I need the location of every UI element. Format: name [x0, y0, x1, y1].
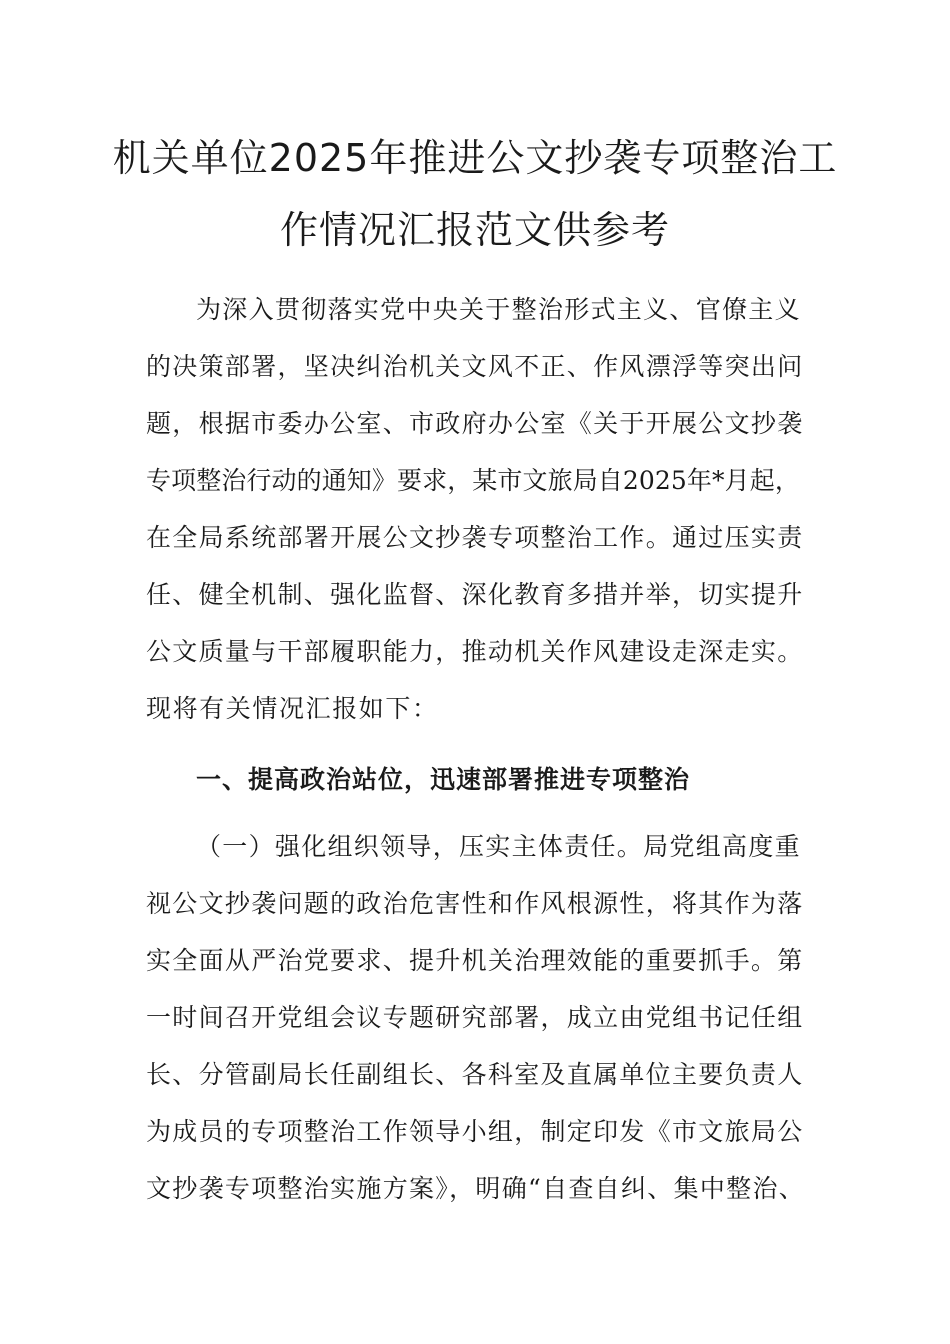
- intro-paragraph-line: 任、健全机制、强化监督、深化教育多措并举，切实提升: [146, 580, 804, 609]
- intro-paragraph-line: 在全局系统部署开展公文抄袭专项整治工作。通过压实责: [146, 523, 804, 552]
- subsection-paragraph-line: 为成员的专项整治工作领导小组，制定印发《市文旅局公: [146, 1117, 804, 1146]
- document-title-line-2: 作情况汇报范文供参考: [279, 208, 670, 252]
- document-title-line-1: 机关单位2025年推进公文抄袭专项整治工: [112, 136, 838, 180]
- intro-paragraph-line: 公文质量与干部履职能力，推动机关作风建设走深走实。: [146, 637, 804, 666]
- subsection-paragraph-line: 一时间召开党组会议专题研究部署，成立由党组书记任组: [146, 1003, 804, 1032]
- intro-paragraph-line: 的决策部署，坚决纠治机关文风不正、作风漂浮等突出问: [146, 352, 804, 381]
- subsection-paragraph-line: 实全面从严治党要求、提升机关治理效能的重要抓手。第: [146, 946, 804, 975]
- subsection-paragraph-line: 长、分管副局长任副组长、各科室及直属单位主要负责人: [146, 1060, 804, 1089]
- intro-paragraph-line: 专项整治行动的通知》要求，某市文旅局自2025年*月起，: [146, 466, 800, 495]
- subsection-paragraph-line: 文抄袭专项整治实施方案》，明确“自查自纠、集中整治、: [146, 1174, 806, 1203]
- subsection-paragraph-line: 视公文抄袭问题的政治危害性和作风根源性，将其作为落: [146, 889, 804, 918]
- intro-paragraph-line: 现将有关情况汇报如下：: [146, 694, 439, 723]
- subsection-paragraph-line: （一）强化组织领导，压实主体责任。局党组高度重: [196, 832, 801, 861]
- intro-paragraph-line: 题，根据市委办公室、市政府办公室《关于开展公文抄袭: [146, 409, 804, 438]
- intro-paragraph-line: 为深入贯彻落实党中央关于整治形式主义、官僚主义: [196, 295, 801, 324]
- section-heading: 一、提高政治站位，迅速部署推进专项整治: [196, 765, 691, 794]
